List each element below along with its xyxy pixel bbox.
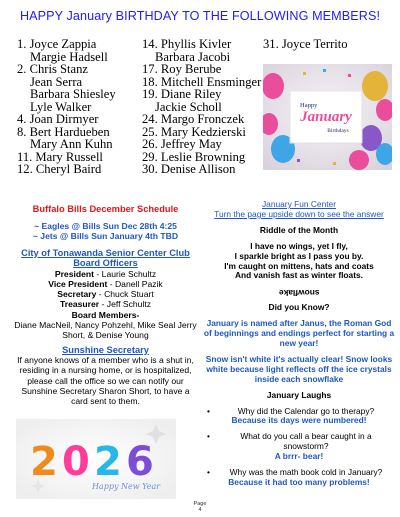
birthday-entry: 26. Jeffrey May: [142, 137, 222, 151]
birthday-entry: 14. Phyllis Kivler: [142, 37, 232, 51]
joke-answer: A brrr- bear!: [274, 451, 324, 462]
happy-new-year-image: [16, 419, 176, 499]
birthday-entry: 1. Joyce Zappia: [17, 37, 97, 51]
birthday-entry: Mary Ann Kuhn: [30, 137, 113, 151]
officer-secretary: Secretary - Chuck Stuart: [57, 289, 154, 300]
birthday-entry: 17. Roy Berube: [142, 62, 222, 76]
year-digit: 2: [94, 439, 122, 485]
riddle-line: And vanish fast as winter floats.: [235, 270, 363, 281]
birthday-entry: 30. Denise Allison: [142, 162, 236, 176]
fun-center: [203, 200, 395, 488]
joke-question: • Why did the Calendar go to therapy?: [203, 407, 395, 417]
joke-answer: Because it had too many problems!: [228, 476, 370, 487]
riddle-line: I have no wings, yet I fly,: [250, 240, 348, 251]
birthday-entry: 4. Joan Dirmyer: [17, 112, 99, 126]
birthday-column-2: [142, 38, 261, 176]
new-year-caption: Happy New Year: [91, 482, 161, 491]
joke-question: • What do you call a bear caught in a snowstorm?: [203, 432, 395, 452]
joke-answer: Because its days were numbered!: [231, 415, 367, 426]
fact-1: January is named after Janus, the Roman God of beginnings and endings perfect for starting a new year!: [203, 318, 395, 348]
january-birthdays-image: [263, 64, 392, 170]
page-title: HAPPY January BIRTHDAY TO THE FOLLOWING MEMBERS!: [19, 9, 381, 23]
bills-game-2: ~ Jets @ Bills Sun January 4th TBD: [32, 231, 179, 242]
page-footer: [0, 501, 400, 513]
birthday-entry: 12. Cheryl Baird: [17, 162, 102, 176]
birthday-entry: Margie Hadsell: [30, 49, 108, 64]
left-column: [12, 204, 199, 407]
page-number: 4: [198, 507, 202, 513]
birthday-column-1: [17, 38, 116, 176]
riddle-answer-upside-down: snowflake: [278, 288, 320, 299]
board-members-label: Board Members-: [71, 309, 140, 320]
joke-question: • Why was the math book cold in January?: [203, 468, 395, 478]
fun-center-subheading: Turn the page upside down to see the answer: [214, 208, 384, 219]
sunshine-text: If anyone knows of a member who is a shut in, residing in a nursing home, or is hospitalized, please call the office so we can notify our Sunshine Secretary Sharon Short, to have a card sent to them.: [17, 355, 194, 407]
fact-2: Snow isn't white it's actually clear! Snow looks white because light reflects off the ice crystals inside each snowflake: [205, 353, 393, 384]
card-birthdays-text: Birthdays: [327, 128, 349, 134]
year-digit: 0: [62, 439, 90, 485]
birthday-entry: Barbara Shiesley: [30, 87, 116, 101]
riddle-line: I'm caught on mittens, hats and coats: [224, 260, 374, 271]
birthday-entry: 18. Mitchell Ensminger: [142, 74, 262, 89]
year-digit: 2: [30, 439, 58, 485]
birthday-entry: Jean Serra: [30, 74, 83, 89]
officer-vice-president: Vice President - Danell Pazik: [48, 278, 163, 289]
birthday-entry: Jackie Scholl: [155, 99, 222, 114]
birthday-entry: 31. Joyce Territo: [263, 37, 348, 51]
birthday-entry: 8. Bert Hardueben: [17, 124, 110, 139]
birthday-entry: 19. Diane Riley: [142, 87, 222, 101]
officer-treasurer: Treasurer - Jeff Schultz: [59, 299, 152, 310]
birthday-entry: 25. Mary Kedzierski: [142, 124, 246, 139]
birthday-entry: 11. Mary Russell: [17, 149, 103, 164]
birthday-entry: 2. Chris Stanz: [17, 62, 89, 76]
card-month-text: January: [300, 109, 352, 125]
birthday-column-3: [263, 38, 348, 51]
year-digit: 6: [126, 439, 154, 485]
bills-game-1: ~ Eagles @ Bills Sun Dec 28th 4:25: [34, 221, 177, 231]
birthday-entry: Lyle Walker: [30, 99, 92, 114]
birthday-entry: Barbara Jacobi: [155, 49, 231, 64]
sunshine-heading: Sunshine Secretary: [62, 344, 149, 355]
fun-center-heading: January Fun Center: [261, 199, 337, 209]
board-members-list: Diane MacNeil, Nancy Pohzehl, Mike Seal Jerry Short, & Denise Young: [14, 320, 197, 341]
page-label: Page: [193, 501, 207, 507]
did-you-know-title: Did you Know?: [268, 302, 330, 313]
laughs-title: January Laughs: [266, 389, 332, 400]
bills-heading: Buffalo Bills December Schedule: [32, 204, 179, 214]
birthday-entry: 24. Margo Fronczek: [142, 112, 245, 126]
club-heading: City of Tonawanda Senior Center Club Board Officers: [21, 247, 190, 269]
riddle-title: Riddle of the Month: [259, 224, 339, 235]
riddle-line: I sparkle bright as I pass you by.: [234, 250, 364, 261]
card-happy-text: Happy: [300, 102, 318, 109]
birthday-entry: 29. Leslie Browning: [142, 149, 246, 164]
officer-president: President - Laurie Schultz: [54, 268, 157, 279]
